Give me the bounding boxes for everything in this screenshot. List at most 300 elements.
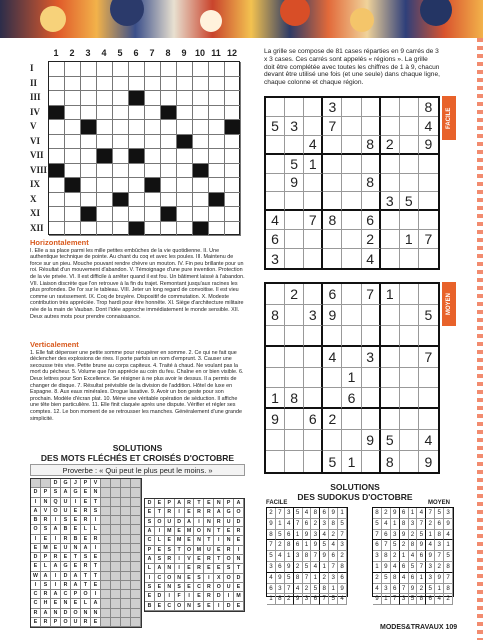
crossword-row-numeral: V	[30, 121, 37, 131]
crossword-cell	[65, 91, 81, 106]
solution-sudoku-cell: 8	[400, 519, 409, 530]
sudoku-cell	[381, 368, 400, 389]
solution-letter-cell	[101, 590, 111, 599]
crossword-cell	[113, 91, 129, 106]
solution-sudoku-cell: 6	[400, 508, 409, 519]
solution-letter-cell	[121, 525, 131, 534]
crossword-cell	[209, 222, 225, 237]
solution-sudoku-cell: 9	[417, 540, 426, 551]
solution-sudoku-cell: 5	[311, 584, 320, 595]
solution-letter-cell: S	[165, 546, 175, 555]
page-footer	[380, 624, 457, 631]
solution-letter-cell: T	[234, 564, 244, 573]
crossword-cell	[97, 207, 113, 222]
solution-letter-cell: T	[91, 572, 101, 581]
solution-letter-cell: A	[41, 609, 51, 618]
crossword-cell	[225, 135, 241, 150]
crossword-cell	[129, 77, 145, 92]
solution-sudoku-cell: 5	[320, 540, 329, 551]
solution-letter-cell	[121, 581, 131, 590]
sudoku-cell	[381, 98, 400, 117]
solution-letter-cell: B	[145, 602, 155, 611]
solution-sudoku-cell: 3	[435, 540, 444, 551]
solution-sudoku-cell: 2	[294, 562, 303, 573]
solution-letter-cell: E	[194, 592, 204, 601]
crossword-cell	[177, 178, 193, 193]
solution-letter-cell: N	[91, 488, 101, 497]
solution-letter-cell	[101, 516, 111, 525]
solution-sudoku-cell: 7	[426, 508, 435, 519]
crossword-cell	[97, 135, 113, 150]
crossword-column-number: 6	[133, 48, 139, 58]
solution-letter-cell: E	[185, 574, 195, 583]
crossword-cell	[113, 106, 129, 121]
solution-sudoku-cell: 9	[294, 594, 303, 605]
solution-letter-cell: N	[224, 536, 234, 545]
solution-sudoku-cell: 6	[303, 519, 312, 530]
solution-letter-cell	[111, 581, 121, 590]
solution-letter-cell: A	[51, 525, 61, 534]
vertical-title: Verticalement	[30, 340, 79, 349]
sudoku-cell: 2	[381, 136, 400, 155]
solution-sudoku-cell: 2	[391, 551, 400, 562]
crossword-row-numeral: II	[30, 77, 38, 88]
crossword-cell	[209, 207, 225, 222]
vertical-definitions	[30, 342, 245, 422]
solution-sudoku-cell: 9	[426, 551, 435, 562]
solution-letter-cell: E	[234, 583, 244, 592]
solution-letter-cell	[101, 599, 111, 608]
sudoku-cell: 4	[304, 136, 323, 155]
crossword-column-number: 5	[117, 48, 123, 58]
sudoku-cell	[400, 117, 419, 136]
solution-sudoku-cell: 6	[382, 530, 391, 541]
solution-sudoku-cell: 8	[409, 540, 418, 551]
solution-sudoku-cell: 8	[373, 508, 382, 519]
solution-sudoku-cell: 3	[382, 584, 391, 595]
sudoku-cell	[419, 409, 438, 430]
sudoku-cell	[285, 368, 304, 389]
sudoku-cell: 1	[266, 388, 285, 409]
solution-letter-cell: D	[214, 592, 224, 601]
sudoku-cell	[266, 174, 285, 193]
crossword-cell	[81, 62, 97, 77]
solution-letter-cell: B	[61, 525, 71, 534]
crossword-cell	[81, 222, 97, 237]
sudoku-cell	[304, 174, 323, 193]
solution-letter-cell: P	[71, 590, 81, 599]
solution-letter-cell: C	[165, 602, 175, 611]
solution-letter-cell: I	[51, 572, 61, 581]
solution-letter-cell: T	[155, 508, 165, 517]
solution-sudoku-cell: 9	[382, 562, 391, 573]
solution-letter-cell: L	[155, 536, 165, 545]
solution-sudoku-cell: 6	[320, 508, 329, 519]
solution-letter-cell	[131, 516, 141, 525]
solution-sudoku-cell: 1	[285, 551, 294, 562]
sudoku-cell	[285, 451, 304, 472]
solution-sudoku-cell: 7	[417, 519, 426, 530]
sudoku-cell	[323, 388, 342, 409]
sudoku-cell	[400, 211, 419, 230]
sudoku-cell: 1	[342, 451, 361, 472]
solution-letter-cell	[121, 599, 131, 608]
solution-letter-cell: E	[81, 535, 91, 544]
solution-letter-cell	[131, 618, 141, 627]
sudoku-cell	[323, 155, 342, 174]
solution-sudoku-cell: 5	[426, 584, 435, 595]
sudoku-cell	[381, 117, 400, 136]
crossword-cell	[161, 178, 177, 193]
crossword-cell	[161, 62, 177, 77]
solution-letter-cell: R	[185, 499, 195, 508]
sudoku-cell	[362, 98, 381, 117]
sudoku-cell	[419, 284, 438, 305]
solution-letter-cell	[131, 525, 141, 534]
solution-letter-cell: T	[204, 536, 214, 545]
crossword-cell	[145, 77, 161, 92]
solution-sudoku-cell: 5	[329, 594, 338, 605]
sudoku-cell	[304, 98, 323, 117]
sudoku-cell: 6	[266, 230, 285, 249]
solution-letter-cell	[121, 609, 131, 618]
crossword-column-number: 7	[149, 48, 155, 58]
sudoku-cell: 8	[362, 136, 381, 155]
solution-letter-cell: R	[165, 508, 175, 517]
solution-sudoku-cell: 3	[426, 573, 435, 584]
crossword-cell	[145, 62, 161, 77]
sudoku-cell	[362, 368, 381, 389]
solution-sudoku-cell: 7	[294, 519, 303, 530]
sudoku-cell	[400, 174, 419, 193]
solution-letter-cell	[131, 599, 141, 608]
solution-letter-cell	[121, 507, 131, 516]
solution-letter-cell	[101, 544, 111, 553]
solution-letter-cell: I	[51, 516, 61, 525]
solution-letter-cell: R	[204, 592, 214, 601]
crossword-row-numeral: I	[30, 63, 34, 73]
sudoku-cell: 9	[419, 136, 438, 155]
solution-letter-cell: T	[81, 581, 91, 590]
solution-sudoku-cell: 3	[426, 562, 435, 573]
solution-letter-cell: E	[71, 525, 81, 534]
solution-letter-cell: P	[165, 499, 175, 508]
sudoku-cell	[323, 368, 342, 389]
sudoku-cell	[400, 451, 419, 472]
solution-letter-cell: E	[185, 583, 195, 592]
solution-letter-cell: N	[91, 609, 101, 618]
solution-sudoku-cell: 7	[435, 551, 444, 562]
crossword-row-numeral: IX	[30, 179, 41, 189]
solution-sudoku-cell: 1	[400, 551, 409, 562]
solution-letter-cell	[101, 498, 111, 507]
solution-letter-cell	[131, 609, 141, 618]
proverbe-box: Proverbe : « Qui peut le plus peut le moins. »	[30, 464, 245, 476]
solution-letter-cell: C	[31, 590, 41, 599]
crossword-black-cell	[129, 149, 145, 164]
crossword-cell	[193, 62, 209, 77]
crossword-cell	[49, 207, 65, 222]
sudoku-cell	[323, 192, 342, 211]
solution-sudoku-cell: 1	[382, 594, 391, 605]
solution-sudoku-cell: 6	[276, 562, 285, 573]
solution-letter-cell: A	[31, 507, 41, 516]
sudoku-cell	[266, 155, 285, 174]
crossword-cell	[177, 149, 193, 164]
sudoku-cell: 5	[266, 117, 285, 136]
solution-sudoku-cell: 1	[373, 562, 382, 573]
solution-letter-cell	[121, 535, 131, 544]
sudoku-cell	[362, 192, 381, 211]
crossword-column-number: 3	[85, 48, 91, 58]
solution-letter-cell: E	[71, 562, 81, 571]
crossword-cell	[177, 77, 193, 92]
solution-letter-cell: A	[175, 499, 185, 508]
solution-sudoku-cell: 6	[409, 573, 418, 584]
sudoku-cell	[400, 368, 419, 389]
solution-letter-cell	[111, 479, 121, 488]
sudoku-intro: La grille se compose de 81 cases réparties en 9 carrés de 3 x 3 cases. Ces carrés sont appelés « régions ». La grille doit être complétée avec toutes les chiffres de 1 à 9, chacun devant être utilisé une fois (et une seule) dans chaque ligne, chaque colonne et chaque région.	[264, 48, 440, 87]
solution-letter-cell	[111, 599, 121, 608]
solution-sudoku-cell: 9	[276, 573, 285, 584]
crossword-black-cell	[49, 106, 65, 121]
solution-letter-cell: I	[51, 581, 61, 590]
solution-letter-cell: S	[224, 564, 234, 573]
crossword-cell	[209, 106, 225, 121]
sudoku-cell	[419, 192, 438, 211]
crossword-cell	[193, 106, 209, 121]
solution-letter-cell: D	[61, 609, 71, 618]
crossword-cell	[97, 222, 113, 237]
sudoku-cell: 1	[381, 284, 400, 305]
solution-sudoku-cell: 8	[285, 540, 294, 551]
solution-letter-cell: D	[234, 574, 244, 583]
solution-letter-cell: I	[175, 555, 185, 564]
sudoku-cell: 7	[304, 211, 323, 230]
crossword-cell	[161, 77, 177, 92]
solution-sudoku-cell: 5	[373, 519, 382, 530]
sudoku-cell: 8	[362, 174, 381, 193]
solution-letter-cell: M	[41, 544, 51, 553]
solution-sudoku-cell: 3	[373, 551, 382, 562]
sudoku-cell	[285, 230, 304, 249]
solution-sudoku-cell: 2	[426, 519, 435, 530]
solution-letter-cell	[101, 618, 111, 627]
solution-letter-cell: A	[61, 488, 71, 497]
crossword-cell	[209, 178, 225, 193]
solution-sudoku-cell: 8	[382, 551, 391, 562]
solution-letter-cell: D	[61, 572, 71, 581]
crossword-cell	[113, 120, 129, 135]
sudoku-cell	[266, 451, 285, 472]
crossword-cell	[49, 135, 65, 150]
solution-letter-cell: N	[165, 583, 175, 592]
solution-letter-cell: S	[194, 574, 204, 583]
horizontal-definitions	[30, 240, 245, 320]
sudoku-cell	[342, 155, 361, 174]
solution-letter-cell: D	[31, 553, 41, 562]
solution-letter-cell: E	[91, 618, 101, 627]
crossword-cell	[65, 62, 81, 77]
solution-letter-cell: R	[81, 618, 91, 627]
solution-sudoku-cell: 1	[303, 540, 312, 551]
sudoku-cell	[304, 347, 323, 368]
solution-sudoku-cell: 9	[320, 551, 329, 562]
solution-letter-cell: T	[71, 553, 81, 562]
solution-letter-cell: P	[51, 618, 61, 627]
crossword-cell	[81, 149, 97, 164]
solution-letter-cell: R	[204, 583, 214, 592]
solution-sudoku-cell: 5	[417, 530, 426, 541]
solution-letter-cell: W	[31, 572, 41, 581]
crossword-cell	[145, 149, 161, 164]
solution-sudoku-cell: 3	[276, 584, 285, 595]
solution-sudoku-cell: 9	[338, 584, 347, 595]
sudoku-cell	[419, 326, 438, 347]
solution-letter-cell: N	[234, 555, 244, 564]
solution-sudoku-cell: 8	[444, 562, 453, 573]
solution-sudoku-cell: 2	[400, 540, 409, 551]
solution-sudoku-cell: 5	[409, 594, 418, 605]
solution-letter-cell: P	[224, 499, 234, 508]
solution-sudoku-cell: 5	[382, 573, 391, 584]
solution-letter-cell	[101, 609, 111, 618]
solution-letter-cell	[131, 590, 141, 599]
sudoku-cell	[342, 347, 361, 368]
solution-sudoku-cell: 1	[426, 530, 435, 541]
solution-sudoku-cell: 9	[303, 530, 312, 541]
crossword-cell	[161, 91, 177, 106]
solution-letter-cell: U	[165, 518, 175, 527]
solution-letter-cell: D	[175, 518, 185, 527]
sudoku-cell	[304, 451, 323, 472]
crossword-cell	[113, 178, 129, 193]
solution-sudoku-cell: 1	[338, 508, 347, 519]
solution-letter-cell: D	[31, 488, 41, 497]
solution-sudoku-cell: 7	[276, 508, 285, 519]
crossword-black-cell	[129, 91, 145, 106]
solution-letter-cell: I	[91, 544, 101, 553]
solution-sudoku-cell: 4	[382, 519, 391, 530]
sudoku-cell	[342, 284, 361, 305]
solution-letter-cell: I	[234, 546, 244, 555]
solution-sudoku-cell: 1	[391, 519, 400, 530]
solution-letter-cell: I	[51, 535, 61, 544]
solution-letter-cell: L	[91, 525, 101, 534]
solution-letter-cell: A	[234, 499, 244, 508]
solution-letter-cell: U	[204, 546, 214, 555]
solution-letter-cell	[111, 498, 121, 507]
sudoku-cell: 4	[266, 211, 285, 230]
crossword-black-cell	[113, 193, 129, 208]
sudoku-cell	[381, 230, 400, 249]
solution-letter-cell: F	[175, 592, 185, 601]
sudoku-moyen-grid	[264, 282, 440, 474]
solution-letter-cell: C	[155, 574, 165, 583]
sudoku-cell: 1	[304, 155, 323, 174]
sudoku-cell	[304, 230, 323, 249]
solution-sudoku-cell: 8	[267, 530, 276, 541]
solution-sudoku-cell: 8	[276, 594, 285, 605]
solution-sudoku-cell: 1	[276, 519, 285, 530]
solution-letter-cell: O	[31, 525, 41, 534]
solution-letter-cell: O	[194, 527, 204, 536]
crossword-cell	[129, 207, 145, 222]
solution-sudoku-cell: 8	[294, 573, 303, 584]
crossword-cell	[177, 62, 193, 77]
solution-sudoku-cell: 6	[311, 594, 320, 605]
solution-letter-cell	[121, 516, 131, 525]
sudoku-cell: 9	[323, 305, 342, 326]
sudoku-cell: 4	[419, 430, 438, 451]
sudoku-cell	[419, 368, 438, 389]
decorative-banner	[0, 0, 483, 38]
crossword-column-number: 9	[181, 48, 187, 58]
solution-letter-cell: J	[71, 479, 81, 488]
solution-letter-cell	[111, 535, 121, 544]
solution-letter-cell	[121, 488, 131, 497]
solution-letter-cell: G	[224, 508, 234, 517]
solution-letter-cell: G	[61, 479, 71, 488]
solution-letter-cell: E	[51, 599, 61, 608]
crossword-cell	[97, 120, 113, 135]
solution-letter-cell	[131, 507, 141, 516]
solution-letter-cell: U	[224, 518, 234, 527]
solution-letter-cell: E	[175, 527, 185, 536]
crossword-column-number: 1	[53, 48, 59, 58]
solution-sudoku-cell: 4	[329, 540, 338, 551]
sudoku-cell	[362, 409, 381, 430]
solution-sudoku-cell: 7	[391, 594, 400, 605]
crossword-column-number: 4	[101, 48, 107, 58]
solution-letter-cell	[111, 488, 121, 497]
crossword-black-cell	[177, 135, 193, 150]
crossword-cell	[145, 207, 161, 222]
solution-letter-cell: N	[175, 574, 185, 583]
crossword-cell	[161, 120, 177, 135]
solution-sudoku-cell: 7	[382, 540, 391, 551]
solution-sudoku-cell: 9	[409, 584, 418, 595]
solution-sudoku-cell: 1	[435, 584, 444, 595]
solution-letter-cell	[121, 572, 131, 581]
sudoku-cell	[304, 388, 323, 409]
solution-letter-cell: E	[204, 564, 214, 573]
crossword-cell	[81, 193, 97, 208]
solution-letter-cell: I	[204, 574, 214, 583]
solution-letter-cell: O	[51, 507, 61, 516]
sudoku-cell: 9	[266, 409, 285, 430]
solution-sudoku-cell: 6	[426, 594, 435, 605]
solution-letter-cell: R	[165, 555, 175, 564]
crossword-cell	[177, 222, 193, 237]
crossword-cell	[209, 91, 225, 106]
solution-letter-cell: O	[224, 574, 234, 583]
solution-letter-cell: I	[214, 536, 224, 545]
solution-sudoku-cell: 7	[373, 530, 382, 541]
solution-sudoku-cell: 9	[311, 540, 320, 551]
solution-sudoku-cell: 4	[400, 573, 409, 584]
sudoku-cell	[342, 117, 361, 136]
solution-letter-cell: R	[31, 609, 41, 618]
solution-letter-cell: S	[51, 488, 61, 497]
sudoku-cell	[285, 347, 304, 368]
solution-sudoku-cell: 2	[303, 584, 312, 595]
solution-letter-cell: I	[194, 518, 204, 527]
crossword-cell	[49, 62, 65, 77]
crossword-cell	[97, 77, 113, 92]
crossword-cell	[145, 222, 161, 237]
sudoku-cell	[304, 192, 323, 211]
